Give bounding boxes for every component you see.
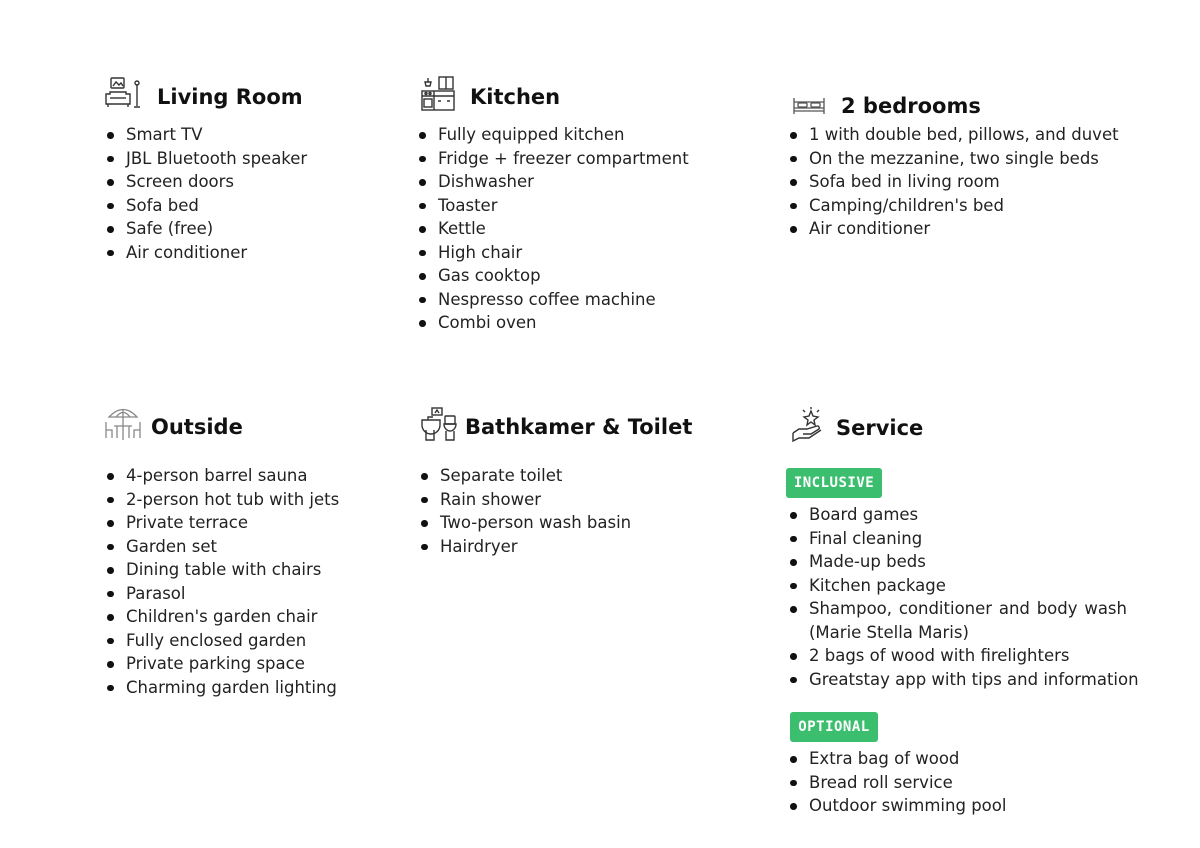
outside-header	[104, 406, 394, 446]
optional-list	[787, 747, 1006, 818]
list-item: Garden set	[104, 535, 339, 559]
list-item: Children's garden chair	[104, 605, 339, 629]
list-item: Screen doors	[104, 170, 307, 194]
living-room-title: Living Room	[157, 85, 303, 109]
list-item: Safe (free)	[104, 217, 307, 241]
bathroom-title: Bathkamer & Toilet	[465, 415, 693, 439]
list-item: Nespresso coffee machine	[416, 288, 689, 312]
hand-star-service-icon	[791, 406, 827, 446]
list-item: Air conditioner	[104, 241, 307, 265]
list-item: Private parking space	[104, 652, 339, 676]
list-item: Board games	[787, 503, 1139, 527]
list-item: Air conditioner	[787, 217, 1119, 241]
bedrooms-header	[787, 76, 1167, 116]
list-item: Fully equipped kitchen	[416, 123, 689, 147]
kitchen-header	[420, 76, 750, 116]
service-header	[787, 406, 1177, 446]
list-item: Bread roll service	[787, 771, 1006, 795]
inclusive-list	[787, 503, 1139, 691]
list-item: 4-person barrel sauna	[104, 464, 339, 488]
list-item: Extra bag of wood	[787, 747, 1006, 771]
kitchen-icon	[420, 76, 456, 112]
list-item: Parasol	[104, 582, 339, 606]
list-item: Made-up beds	[787, 550, 1139, 574]
list-item: On the mezzanine, two single beds	[787, 147, 1119, 171]
list-item: JBL Bluetooth speaker	[104, 147, 307, 171]
list-item: Kitchen package	[787, 574, 1139, 598]
section-outside	[104, 406, 394, 706]
list-item: Fully enclosed garden	[104, 629, 339, 653]
list-item: Camping/children's bed	[787, 194, 1119, 218]
list-item: Hairdryer	[418, 535, 631, 559]
list-item: Toaster	[416, 194, 689, 218]
bathroom-header	[420, 406, 750, 446]
service-title: Service	[836, 416, 924, 440]
inclusive-badge: INCLUSIVE	[786, 468, 882, 498]
section-kitchen	[420, 76, 750, 346]
list-item: Dishwasher	[416, 170, 689, 194]
outside-list	[104, 464, 339, 699]
kitchen-title: Kitchen	[470, 85, 561, 109]
bedrooms-list	[787, 123, 1119, 241]
kitchen-list	[416, 123, 689, 335]
list-item: 1 with double bed, pillows, and duvet	[787, 123, 1119, 147]
list-item: Two-person wash basin	[418, 511, 631, 535]
living-room-list	[104, 123, 307, 264]
list-item: Gas cooktop	[416, 264, 689, 288]
list-item: 2-person hot tub with jets	[104, 488, 339, 512]
list-item: Final cleaning	[787, 527, 1139, 551]
section-service	[787, 406, 1177, 826]
list-item: 2 bags of wood with firelighters	[787, 644, 1139, 668]
list-item: Greatstay app with tips and information	[787, 668, 1139, 692]
bathroom-icon	[420, 406, 458, 442]
list-item: Private terrace	[104, 511, 339, 535]
list-item: Sofa bed	[104, 194, 307, 218]
list-item: Dining table with chairs	[104, 558, 339, 582]
list-item: Kettle	[416, 217, 689, 241]
list-item: Sofa bed in living room	[787, 170, 1119, 194]
list-item: Outdoor swimming pool	[787, 794, 1006, 818]
bedrooms-title: 2 bedrooms	[841, 94, 981, 118]
list-item: Smart TV	[104, 123, 307, 147]
list-item: Shampoo, conditioner and body wash (Marie Stella Maris)	[787, 597, 1127, 644]
bathroom-list	[418, 464, 631, 558]
list-item: Combi oven	[416, 311, 689, 335]
living-room-header	[104, 76, 394, 116]
living-room-icon	[104, 76, 142, 110]
optional-badge: OPTIONAL	[790, 712, 878, 742]
list-item: Rain shower	[418, 488, 631, 512]
outside-title: Outside	[151, 415, 243, 439]
list-item: Separate toilet	[418, 464, 631, 488]
list-item: Fridge + freezer compartment	[416, 147, 689, 171]
bed-icon	[792, 96, 826, 116]
section-bathroom	[420, 406, 750, 606]
patio-umbrella-icon	[104, 406, 142, 442]
section-bedrooms	[787, 76, 1167, 276]
list-item: High chair	[416, 241, 689, 265]
section-living-room	[104, 76, 394, 276]
list-item: Charming garden lighting	[104, 676, 339, 700]
